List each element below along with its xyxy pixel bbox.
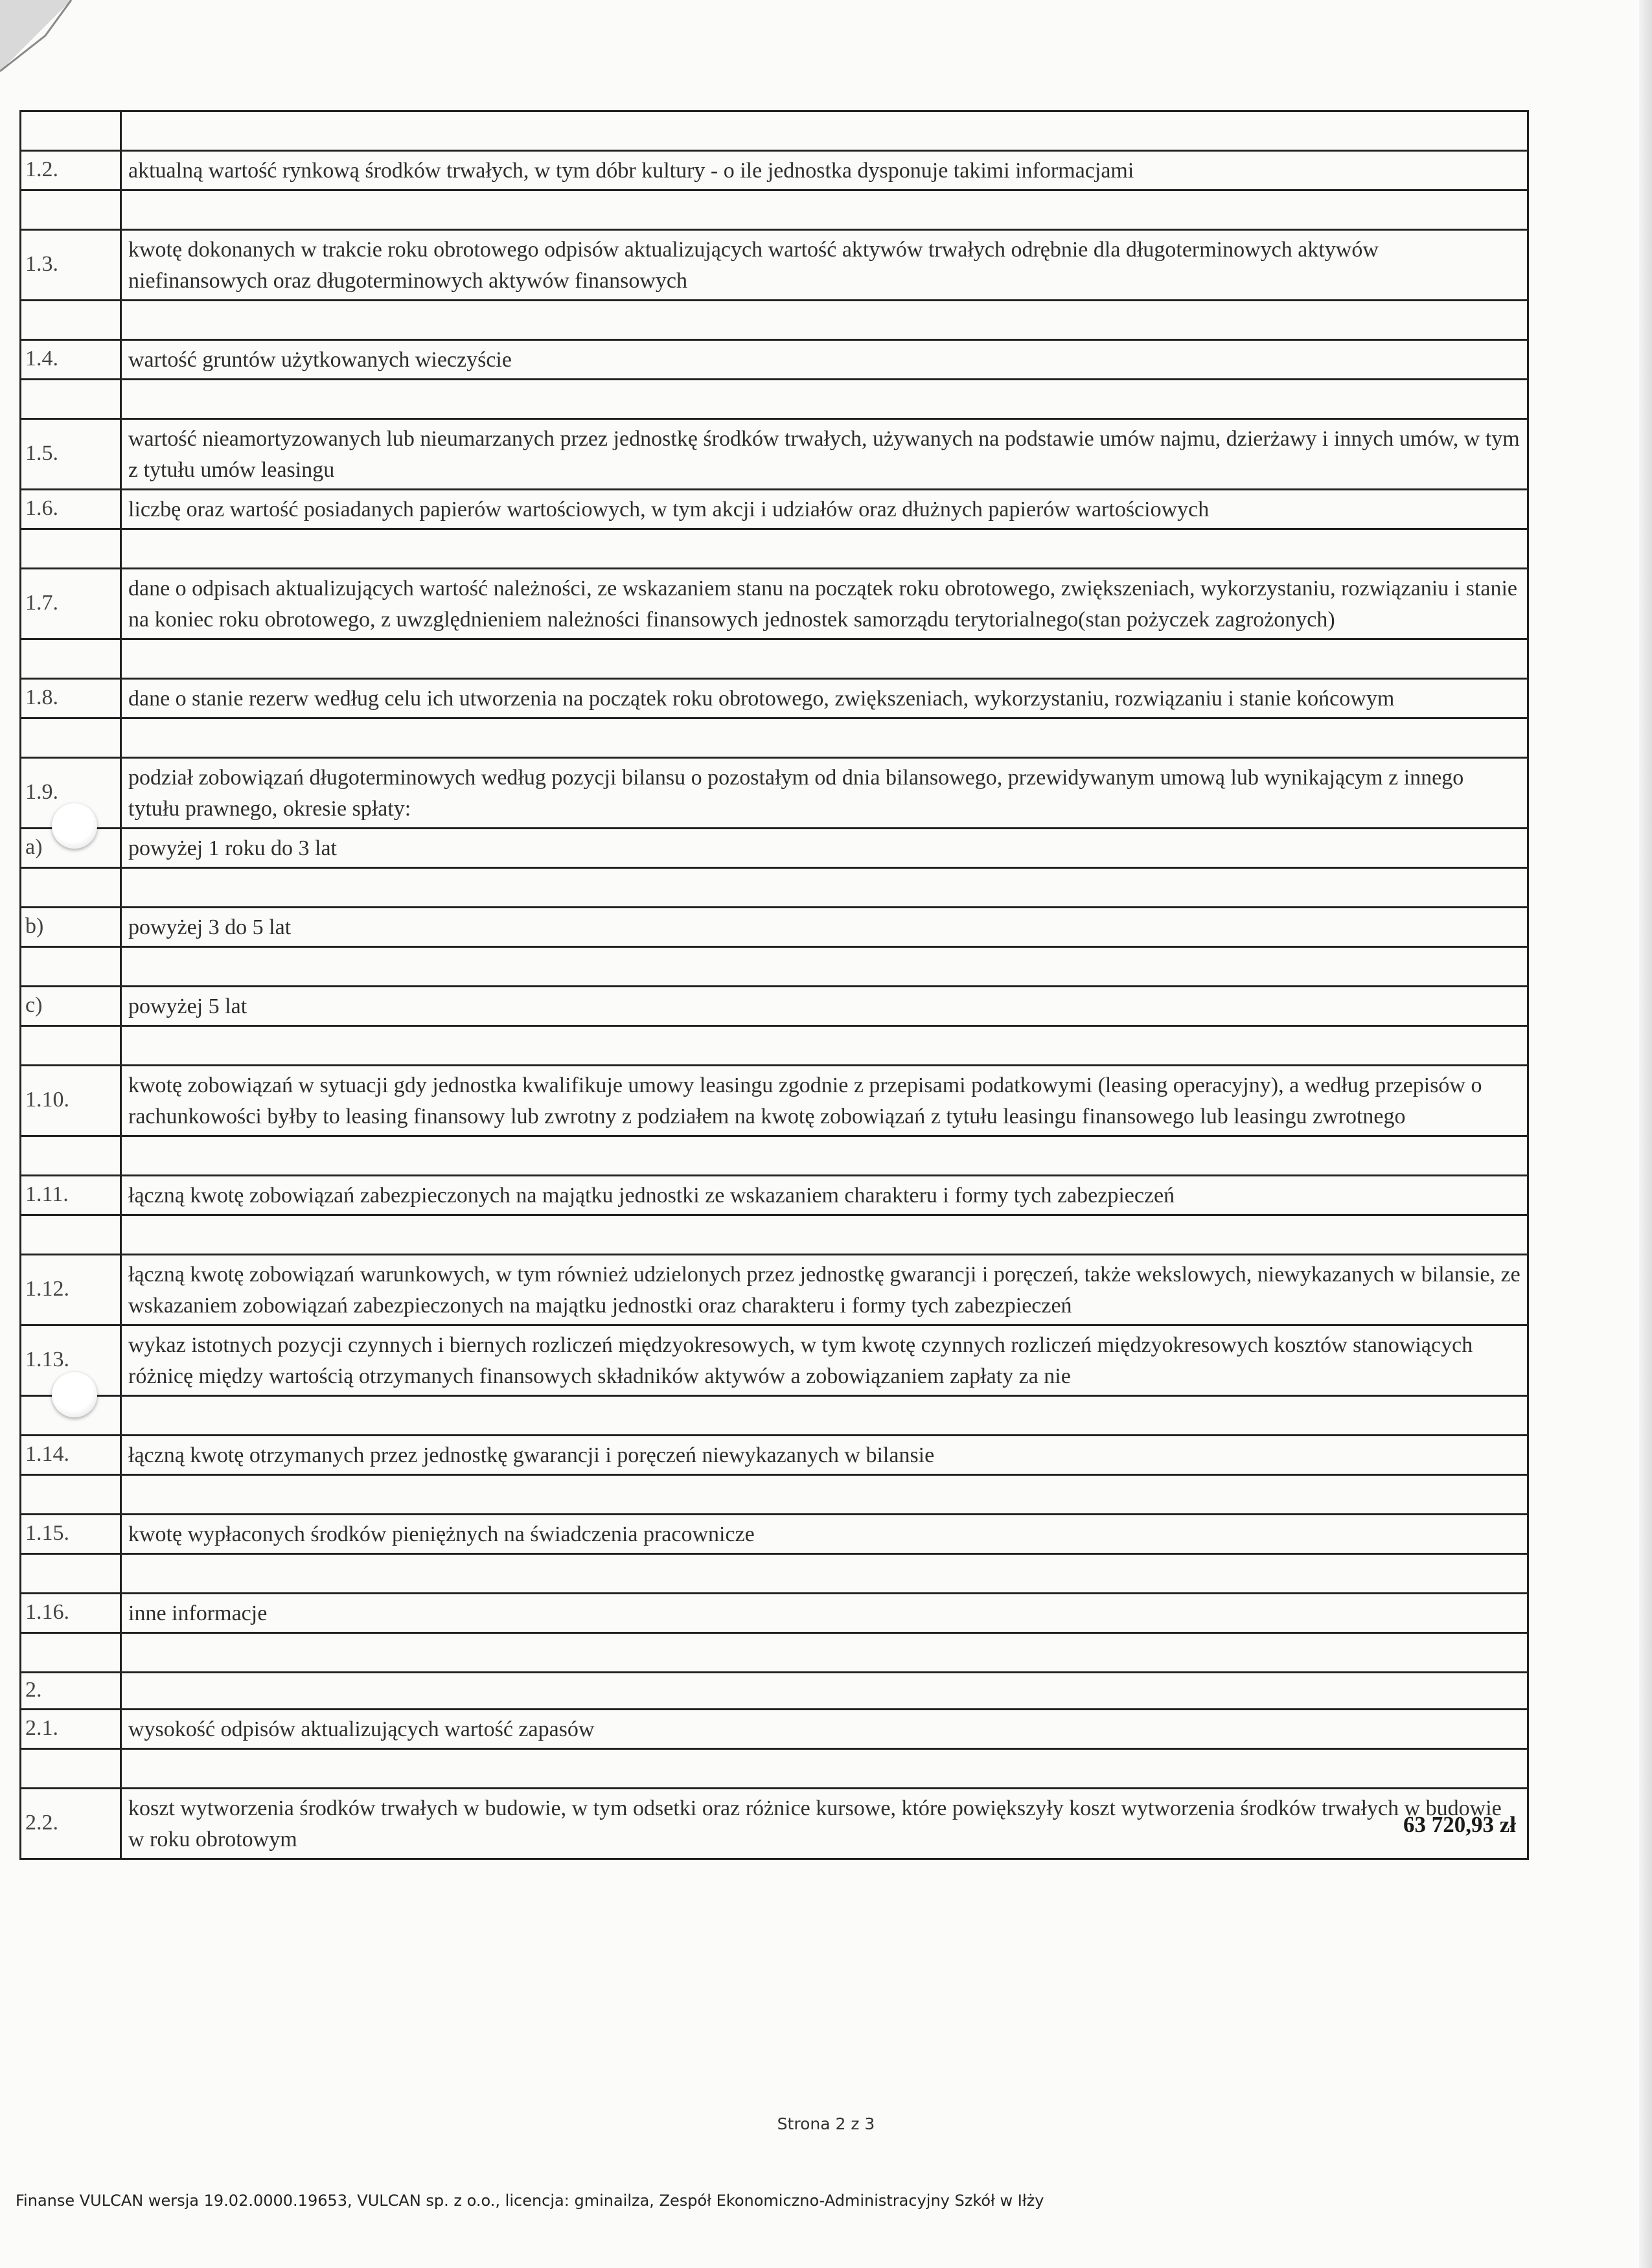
row-number	[21, 190, 121, 230]
row-text: dane o odpisach aktualizujących wartość należności, ze wskazaniem stanu na początek roku obrotowego, zwiększeniach, wykorzystaniu, rozwiązaniu i stanie na koniec roku obrotowego, z uwzględnieniem należności finansowych jednostek samorządu terytorialnego(stan pożyczek zagrożonych)	[121, 569, 1528, 639]
row-number: b)	[21, 908, 121, 947]
table-row	[21, 1066, 1528, 1136]
footer-license: Finanse VULCAN wersja 19.02.0000.19653, VULCAN sp. z o.o., licencja: gminailza, Zespół Ekonomiczno-Administracyjny Szkół w Iłży	[16, 2192, 1044, 2210]
table-row	[21, 151, 1528, 190]
table-row	[21, 1436, 1528, 1475]
row-text: inne informacje	[121, 1594, 1528, 1633]
row-number: 1.14.	[21, 1436, 121, 1475]
row-number: 1.5.	[21, 419, 121, 490]
row-number: 1.15.	[21, 1515, 121, 1554]
table-row	[21, 829, 1528, 868]
table-row	[21, 1176, 1528, 1215]
page-number: Strona 2 z 3	[777, 2114, 875, 2133]
table-row	[21, 947, 1528, 987]
row-number	[21, 1749, 121, 1789]
table-row	[21, 1136, 1528, 1176]
table-row	[21, 230, 1528, 301]
row-text	[121, 1749, 1528, 1789]
row-text: łączną kwotę otrzymanych przez jednostkę gwarancji i poręczeń niewykazanych w bilansie	[121, 1436, 1528, 1475]
row-text	[121, 868, 1528, 908]
table-row	[21, 1026, 1528, 1066]
row-text: dane o stanie rezerw według celu ich utworzenia na początek roku obrotowego, zwiększeniach, wykorzystaniu, rozwiązaniu i stanie końcowym	[121, 679, 1528, 718]
row-number: 1.8.	[21, 679, 121, 718]
table-row	[21, 380, 1528, 419]
row-text	[121, 639, 1528, 679]
table-row	[21, 569, 1528, 639]
row-text: powyżej 5 lat	[121, 987, 1528, 1026]
row-text	[121, 1136, 1528, 1176]
row-text: łączną kwotę zobowiązań zabezpieczonych na majątku jednostki ze wskazaniem charakteru i formy tych zabezpieczeń	[121, 1176, 1528, 1215]
row-number	[21, 1554, 121, 1594]
table-row	[21, 111, 1528, 151]
row-text	[121, 301, 1528, 340]
table-row	[21, 1749, 1528, 1789]
row-text	[121, 111, 1528, 151]
row-number: 1.4.	[21, 340, 121, 380]
row-number	[21, 1026, 121, 1066]
table-row	[21, 679, 1528, 718]
row-text	[121, 380, 1528, 419]
row-text: podział zobowiązań długoterminowych według pozycji bilansu o pozostałym od dnia bilansowego, przewidywanym umową lub wynikającym z innego tytułu prawnego, okresie spłaty:	[121, 758, 1528, 829]
row-text	[121, 718, 1528, 758]
table-row	[21, 1396, 1528, 1436]
row-number	[21, 718, 121, 758]
row-number: 1.11.	[21, 1176, 121, 1215]
row-text	[121, 1554, 1528, 1594]
table-row	[21, 1475, 1528, 1515]
row-text: powyżej 3 do 5 lat	[121, 908, 1528, 947]
row-number: 2.2.	[21, 1789, 121, 1859]
row-text	[121, 1633, 1528, 1673]
row-text: kwotę zobowiązań w sytuacji gdy jednostka kwalifikuje umowy leasingu zgodnie z przepisami podatkowymi (leasing operacyjny), a według przepisów o rachunkowości byłby to leasing finansowy lub zwrotny z podziałem na kwotę zobowiązań z tytułu leasingu finansowego lub leasingu zwrotnego	[121, 1066, 1528, 1136]
folded-corner	[0, 0, 117, 104]
row-text: kwotę wypłaconych środków pieniężnych na świadczenia pracownicze	[121, 1515, 1528, 1554]
table-row	[21, 868, 1528, 908]
row-text: wykaz istotnych pozycji czynnych i biernych rozliczeń międzyokresowych, w tym kwotę czynnych rozliczeń międzyokresowych kosztów stanowiących różnicę między wartością otrzymanych finansowych składników aktywów a zobowiązaniem zapłaty za nie	[121, 1325, 1528, 1396]
row-number	[21, 1633, 121, 1673]
row-text	[121, 947, 1528, 987]
table-row	[21, 1215, 1528, 1255]
table-row	[21, 1255, 1528, 1325]
page-edge	[1639, 0, 1652, 2268]
row-number: 1.7.	[21, 569, 121, 639]
table-row	[21, 419, 1528, 490]
row-number: 1.12.	[21, 1255, 121, 1325]
row-text: liczbę oraz wartość posiadanych papierów wartościowych, w tym akcji i udziałów oraz dłużnych papierów wartościowych	[121, 490, 1528, 529]
table-row	[21, 1515, 1528, 1554]
table-row	[21, 340, 1528, 380]
row-text: łączną kwotę zobowiązań warunkowych, w tym również udzielonych przez jednostkę gwarancji i poręczeń, także wekslowych, niewykazanych w bilansie, ze wskazaniem zobowiązań zabezpieczonych na majątku jednostki oraz charakteru i formy tych zabezpieczeń	[121, 1255, 1528, 1325]
row-number	[21, 1215, 121, 1255]
amount-1-15: 63 720,93 zł	[1403, 1812, 1516, 1837]
row-number	[21, 111, 121, 151]
row-number	[21, 380, 121, 419]
row-number: 1.2.	[21, 151, 121, 190]
row-number: 1.13.	[21, 1325, 121, 1396]
table-row	[21, 1710, 1528, 1749]
row-number	[21, 301, 121, 340]
row-number	[21, 1475, 121, 1515]
table-row	[21, 1325, 1528, 1396]
row-number: 1.9.	[21, 758, 121, 829]
row-text: wartość nieamortyzowanych lub nieumarzanych przez jednostkę środków trwałych, używanych na podstawie umów najmu, dzierżawy i innych umów, w tym z tytułu umów leasingu	[121, 419, 1528, 490]
row-text: powyżej 1 roku do 3 lat	[121, 829, 1528, 868]
row-number: 1.10.	[21, 1066, 121, 1136]
row-number: 2.1.	[21, 1710, 121, 1749]
table-row	[21, 301, 1528, 340]
row-text: aktualną wartość rynkową środków trwałych, w tym dóbr kultury - o ile jednostka dysponuje takimi informacjami	[121, 151, 1528, 190]
row-number: 1.16.	[21, 1594, 121, 1633]
table-row	[21, 529, 1528, 569]
row-text	[121, 1475, 1528, 1515]
row-number: 2.	[21, 1673, 121, 1710]
punch-hole	[52, 1372, 97, 1417]
row-number: a)	[21, 829, 121, 868]
row-text: wartość gruntów użytkowanych wieczyście	[121, 340, 1528, 380]
row-number	[21, 868, 121, 908]
row-text: kwotę dokonanych w trakcie roku obrotowego odpisów aktualizujących wartość aktywów trwałych odrębnie dla długoterminowych aktywów niefinansowych oraz długoterminowych aktywów finansowych	[121, 230, 1528, 301]
table-row	[21, 1673, 1528, 1710]
table-row	[21, 1789, 1528, 1859]
row-number	[21, 1136, 121, 1176]
row-number	[21, 947, 121, 987]
row-number: c)	[21, 987, 121, 1026]
table-row	[21, 1633, 1528, 1673]
table-row	[21, 758, 1528, 829]
punch-hole	[52, 803, 97, 849]
row-number: 1.6.	[21, 490, 121, 529]
row-text	[121, 1396, 1528, 1436]
row-text	[121, 1215, 1528, 1255]
table-row	[21, 1554, 1528, 1594]
table-row	[21, 639, 1528, 679]
table-row	[21, 987, 1528, 1026]
row-text	[121, 1673, 1528, 1710]
table-row	[21, 490, 1528, 529]
row-text	[121, 190, 1528, 230]
row-number	[21, 529, 121, 569]
row-text: koszt wytworzenia środków trwałych w budowie, w tym odsetki oraz różnice kursowe, które powiększyły koszt wytworzenia środków trwałych w budowie w roku obrotowym	[121, 1789, 1528, 1859]
row-text	[121, 529, 1528, 569]
table-row	[21, 908, 1528, 947]
table-row	[21, 190, 1528, 230]
row-text: wysokość odpisów aktualizujących wartość zapasów	[121, 1710, 1528, 1749]
row-number: 1.3.	[21, 230, 121, 301]
row-text	[121, 1026, 1528, 1066]
row-number	[21, 639, 121, 679]
table-row	[21, 1594, 1528, 1633]
disclosure-table	[19, 110, 1529, 1860]
table-row	[21, 718, 1528, 758]
